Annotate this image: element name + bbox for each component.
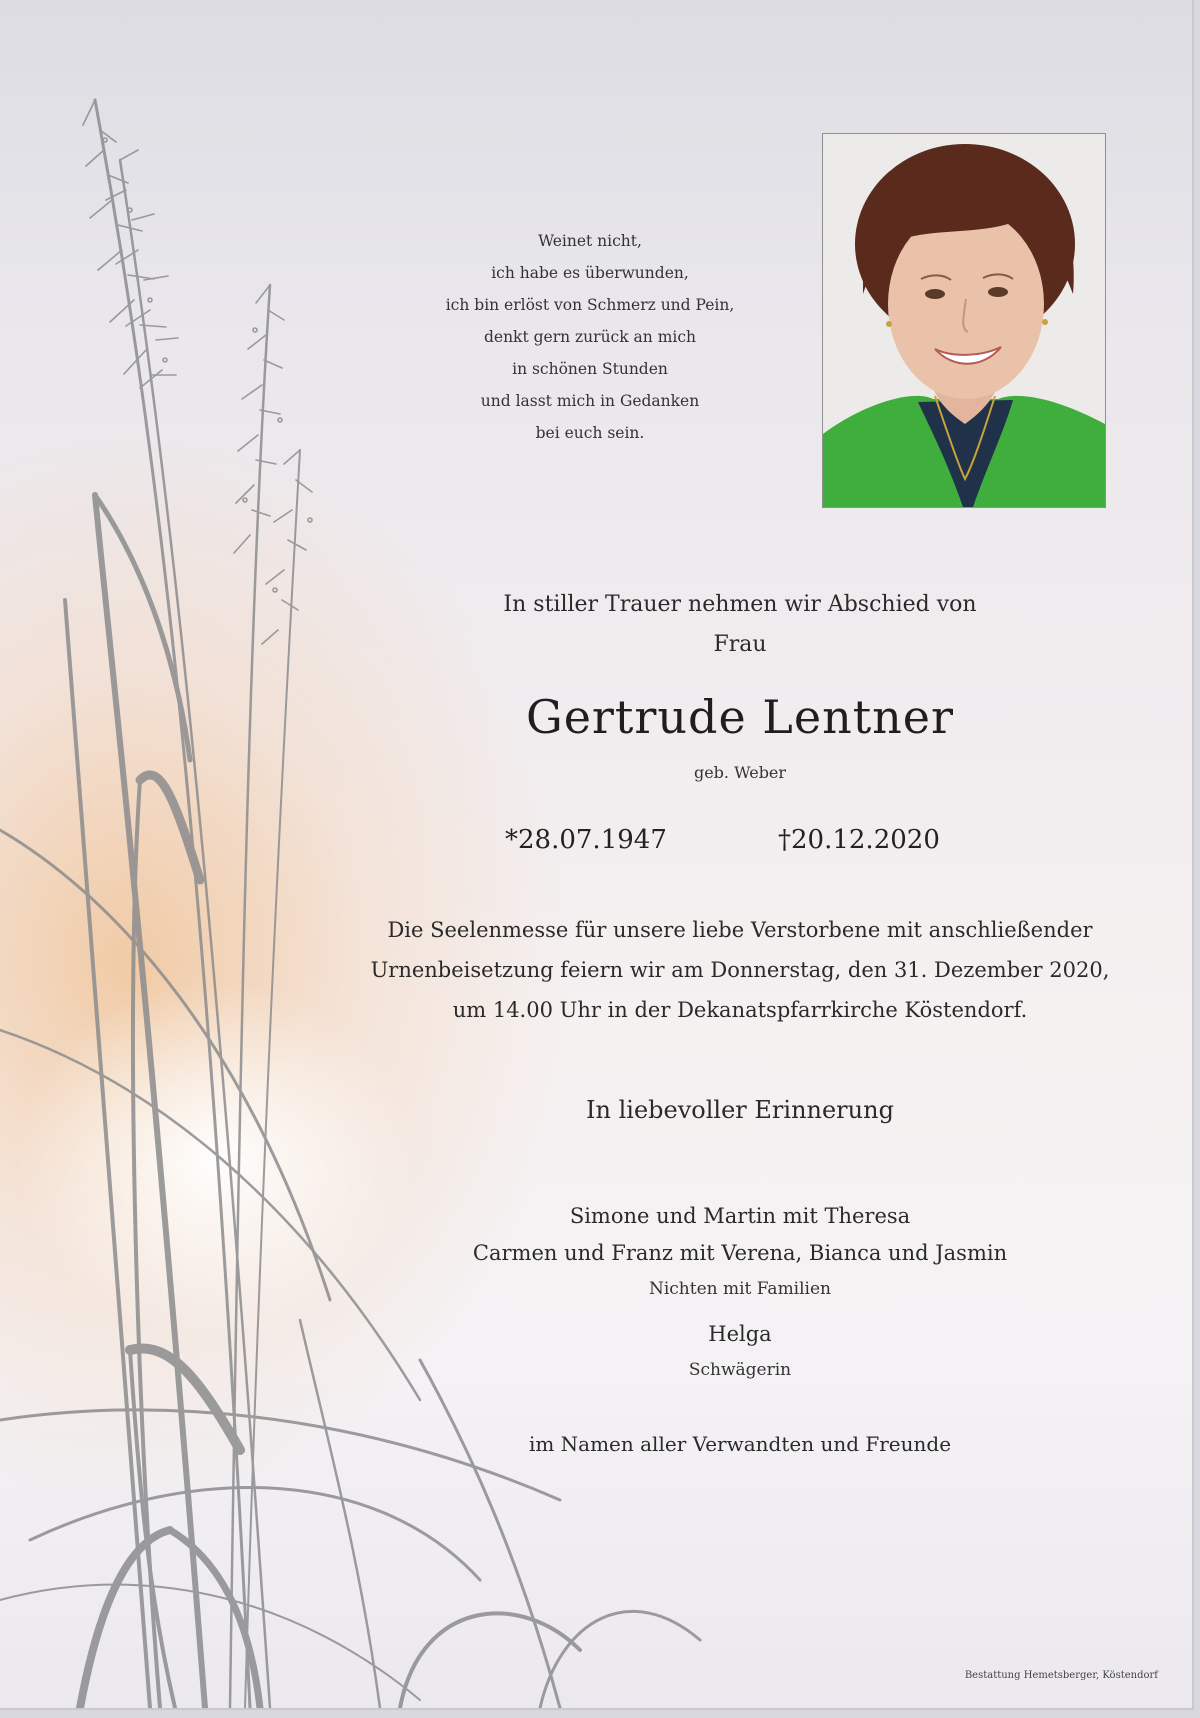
poem-line: ich bin erlöst von Schmerz und Pein, [445,296,735,314]
funeral-home-credit: Bestattung Hemetsberger, Köstendorf [964,1670,1158,1681]
mourner-line: Carmen und Franz mit Verena, Bianca und Jasmin [472,1241,1008,1265]
death-date: †20.12.2020 [778,825,940,855]
birth-name: geb. Weber [693,763,787,782]
poem-line: und lasst mich in Gedanken [480,392,700,410]
poem-line: in schönen Stunden [512,360,668,378]
mourners-list [340,1198,1140,1387]
farewell-intro [340,585,1140,665]
funeral-mass-text [340,910,1140,1030]
poem [395,225,785,449]
deceased-name: Gertrude Lentner [525,690,955,744]
mass-line: um 14.00 Uhr in der Dekanatspfarrkirche Köstendorf. [452,998,1028,1022]
intro-line: In stiller Trauer nehmen wir Abschied von [503,592,977,617]
mourner-relation: Nichten mit Familien [648,1279,832,1299]
poem-line: ich habe es überwunden, [491,264,689,282]
poem-line: bei euch sein. [535,424,645,442]
poem-line: denkt gern zurück an mich [483,328,697,346]
mass-line: Urnenbeisetzung feiern wir am Donnerstag, den 31. Dezember 2020, [370,958,1110,982]
mass-line: Die Seelenmesse für unsere liebe Verstorbene mit anschließender [387,918,1093,942]
mourner-line: Helga [708,1322,772,1346]
mourner-line: Simone und Martin mit Theresa [569,1204,911,1228]
portrait-photo [822,133,1106,508]
birth-date: *28.07.1947 [505,825,667,855]
intro-salutation: Frau [713,632,767,657]
closing-line: im Namen aller Verwandten und Freunde [528,1432,952,1456]
poem-line: Weinet nicht, [538,232,642,250]
portrait-image [823,134,1105,507]
mourner-relation: Schwägerin [688,1360,792,1380]
memory-heading: In liebevoller Erinnerung [586,1096,894,1124]
